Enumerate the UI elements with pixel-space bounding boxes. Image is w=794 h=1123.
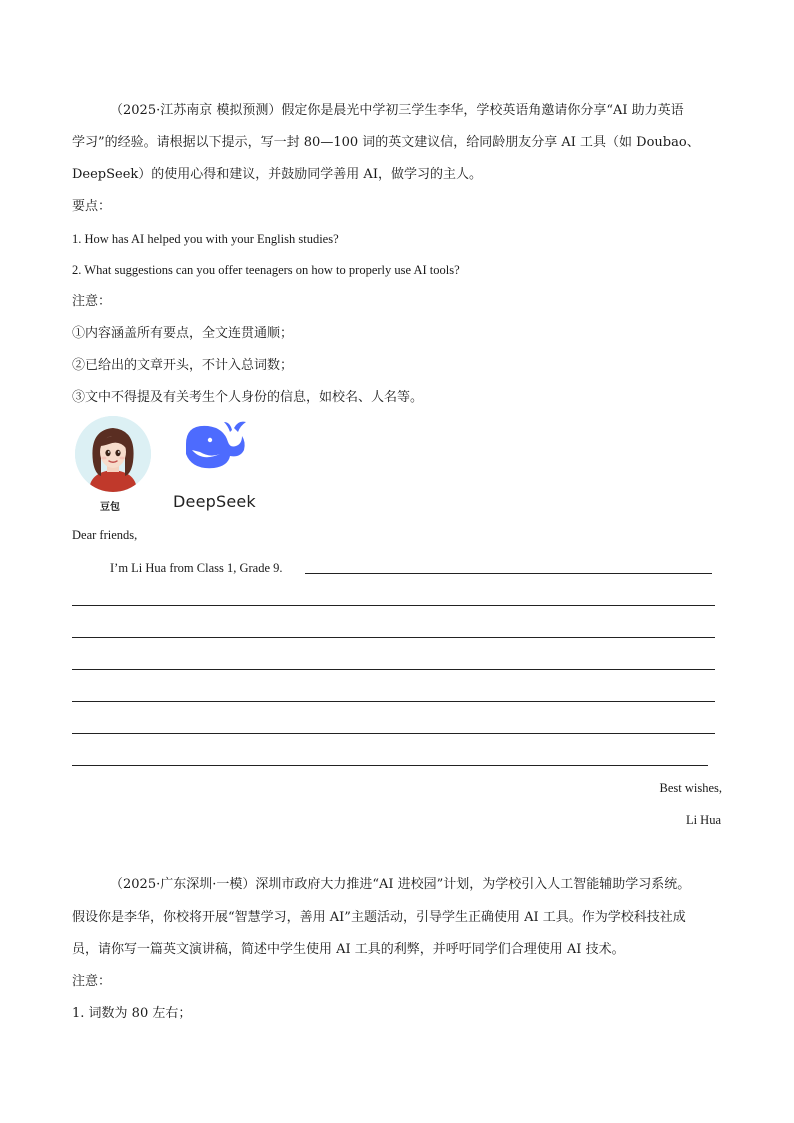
task1-notes-label: 注意： [72,294,112,309]
task1-note-2: ②已给出的文章开头，不计入总词数； [72,358,294,373]
task1-note-1: ①内容涵盖所有要点，全文连贯通顺； [72,326,294,341]
letter-opening: I’m Li Hua from Class 1, Grade 9. [110,561,283,575]
task1-points-label: 要点： [72,199,112,214]
deepseek-whale-icon [180,418,248,472]
writing-line [72,765,708,766]
writing-line [72,669,715,670]
letter-closing: Best wishes, [659,781,722,795]
letter-greeting: Dear friends, [72,528,138,542]
writing-line [72,701,715,702]
writing-line [72,733,715,734]
letter-signature: Li Hua [685,813,721,827]
task2-note-1: 1. 词数为 80 左右； [72,1006,192,1021]
doubao-label: 豆包 [100,502,120,513]
deepseek-label: DeepSeek [173,492,256,511]
writing-line [72,637,715,638]
writing-line [72,605,715,606]
task1-paragraph-line2: 学习”的经验。请根据以下提示，写一封 80—100 词的英文建议信，给同龄朋友分享 AI 工具（如 Doubao、 [72,135,700,150]
task1-paragraph-line3: DeepSeek）的使用心得和建议，并鼓励同学善用 AI，做学习的主人。 [72,167,482,182]
task1-point-2: 2. What suggestions can you offer teenagers on how to properly use AI tools? [72,263,460,277]
task1-note-3: ③文中不得提及有关考生个人身份的信息，如校名、人名等。 [72,390,424,405]
task2-notes-label: 注意： [72,974,112,989]
task2-paragraph-line3: 员，请你写一篇英文演讲稿，简述中学生使用 AI 工具的利弊，并呼吁同学们合理使用 AI 技术。 [72,942,625,957]
task1-paragraph-line1: （2025·江苏南京 模拟预测）假定你是晨光中学初三学生李华，学校英语角邀请你分享“AI 助力英语 [110,103,684,118]
task1-point-1: 1. How has AI helped you with your English studies? [72,232,339,246]
task2-paragraph-line1: （2025·广东深圳·一模）深圳市政府大力推进“AI 进校园”计划，为学校引入人工智能辅助学习系统。 [110,877,691,892]
task2-paragraph-line2: 假设你是李华，你校将开展“智慧学习，善用 AI”主题活动，引导学生正确使用 AI 工具。作为学校科技社成 [72,910,686,925]
writing-line [305,573,712,574]
doubao-avatar-icon [75,416,151,492]
